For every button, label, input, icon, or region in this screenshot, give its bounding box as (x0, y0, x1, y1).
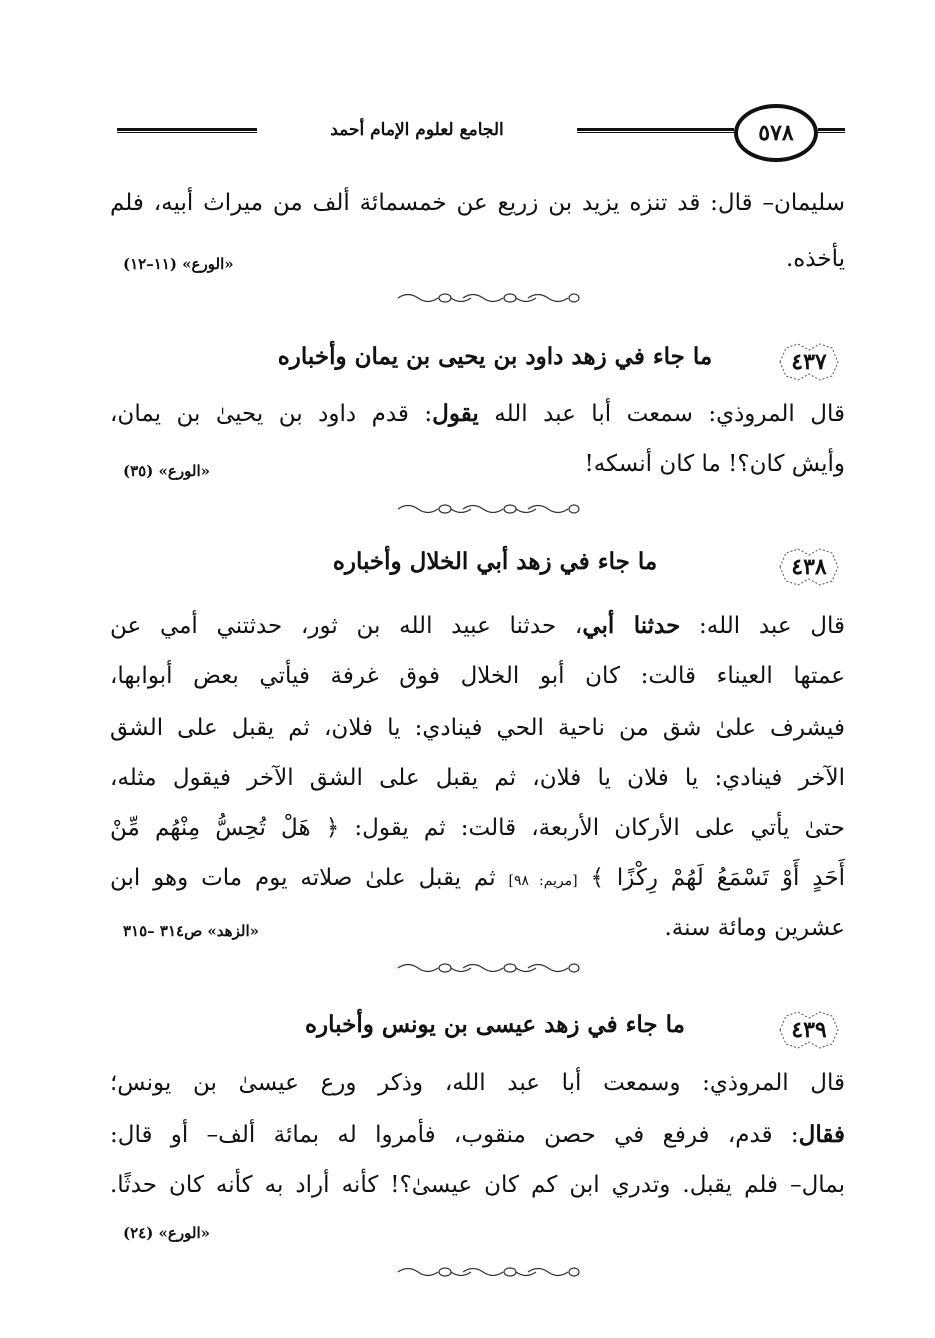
chapter-title: ما جاء في زهد عيسى بن يونس وأخباره (305, 1011, 685, 1038)
text-line: وأيش كان؟! ما كان أنسكه! (584, 451, 845, 477)
header-rule-right (577, 128, 734, 133)
page-number: ٥٧٨ (734, 104, 818, 162)
chapter-title: ما جاء في زهد أبي الخلال وأخباره (332, 548, 658, 575)
source-citation: «الورع» (٢٤) (123, 1224, 210, 1242)
text-line: عشرين ومائة سنة. (664, 915, 845, 941)
source-citation: «الزهد» ص٣١٤ –٣١٥ (123, 922, 259, 940)
intro-source: «الورع» (١١–١٢) (123, 255, 234, 273)
ornament-divider (393, 502, 583, 516)
text-line: قال المروذي: سمعت أبا عبد الله يقول: قدم داود بن يحيىٰ بن يمان، (110, 400, 845, 427)
text-line: فيشرف علىٰ شق من ناحية الحي فينادي: يا فلان، ثم يقبل على الشق (110, 715, 845, 741)
text-line: قال عبد الله: حدثنا أبي، حدثنا عبيد الله بن ثور، حدثتني أمي عن (110, 612, 846, 639)
chapter-number-badge: ٤٣٧ (772, 340, 846, 384)
book-title: الجامع لعلوم الإمام أحمد (330, 120, 504, 140)
chapter-title: ما جاء في زهد داود بن يحيى بن يمان وأخباره (277, 343, 713, 370)
intro-line-2: يأخذه. (785, 246, 845, 272)
ornament-divider (393, 961, 583, 975)
text-line: بمال– فلم يقبل. وتدري ابن كم كان عيسىٰ؟! كأنه أراد به كأنه كان حدثًا. (110, 1172, 845, 1198)
text-line: قال المروذي: وسمعت أبا عبد الله، وذكر ورع عيسىٰ بن يونس؛ (110, 1070, 845, 1096)
text-line: حتىٰ يأتي على الأركان الأربعة، قالت: ثم يقول: ﴿ هَلْ تُحِسُّ مِنْهُم مِّنْ (110, 815, 845, 841)
text-line: أَحَدٍ أَوْ تَسْمَعُ لَهُمْ رِكْزًا ﴾ [مريم: ٩٨] ثم يقبل علىٰ صلاته يوم مات وهو ابن (110, 865, 845, 891)
text-line: فقال: قدم، فرفع في حصن منقوب، فأمروا له بمائة ألف– أو قال: (110, 1121, 845, 1148)
ornament-divider (393, 291, 583, 305)
intro-line-1: سليمان– قال: قد تنزه يزيد بن زريع عن خمسمائة ألف من ميراث أبيه، فلم (110, 190, 845, 216)
header-rule-edge (818, 128, 845, 133)
chapter-number-badge: ٤٣٩ (772, 1008, 846, 1052)
text-line: الآخر فينادي: يا فلان يا فلان، ثم يقبل على الشق الآخر فيقول مثله، (110, 765, 845, 791)
text-line: عمتها العيناء قالت: كان أبو الخلال فوق غرفة فيأتي بعض أبوابها، (110, 663, 845, 689)
header-rule-left (117, 128, 257, 133)
chapter-number-badge: ٤٣٨ (772, 545, 846, 589)
source-citation: «الورع» (٣٥) (123, 462, 210, 480)
ornament-divider (393, 1265, 583, 1279)
